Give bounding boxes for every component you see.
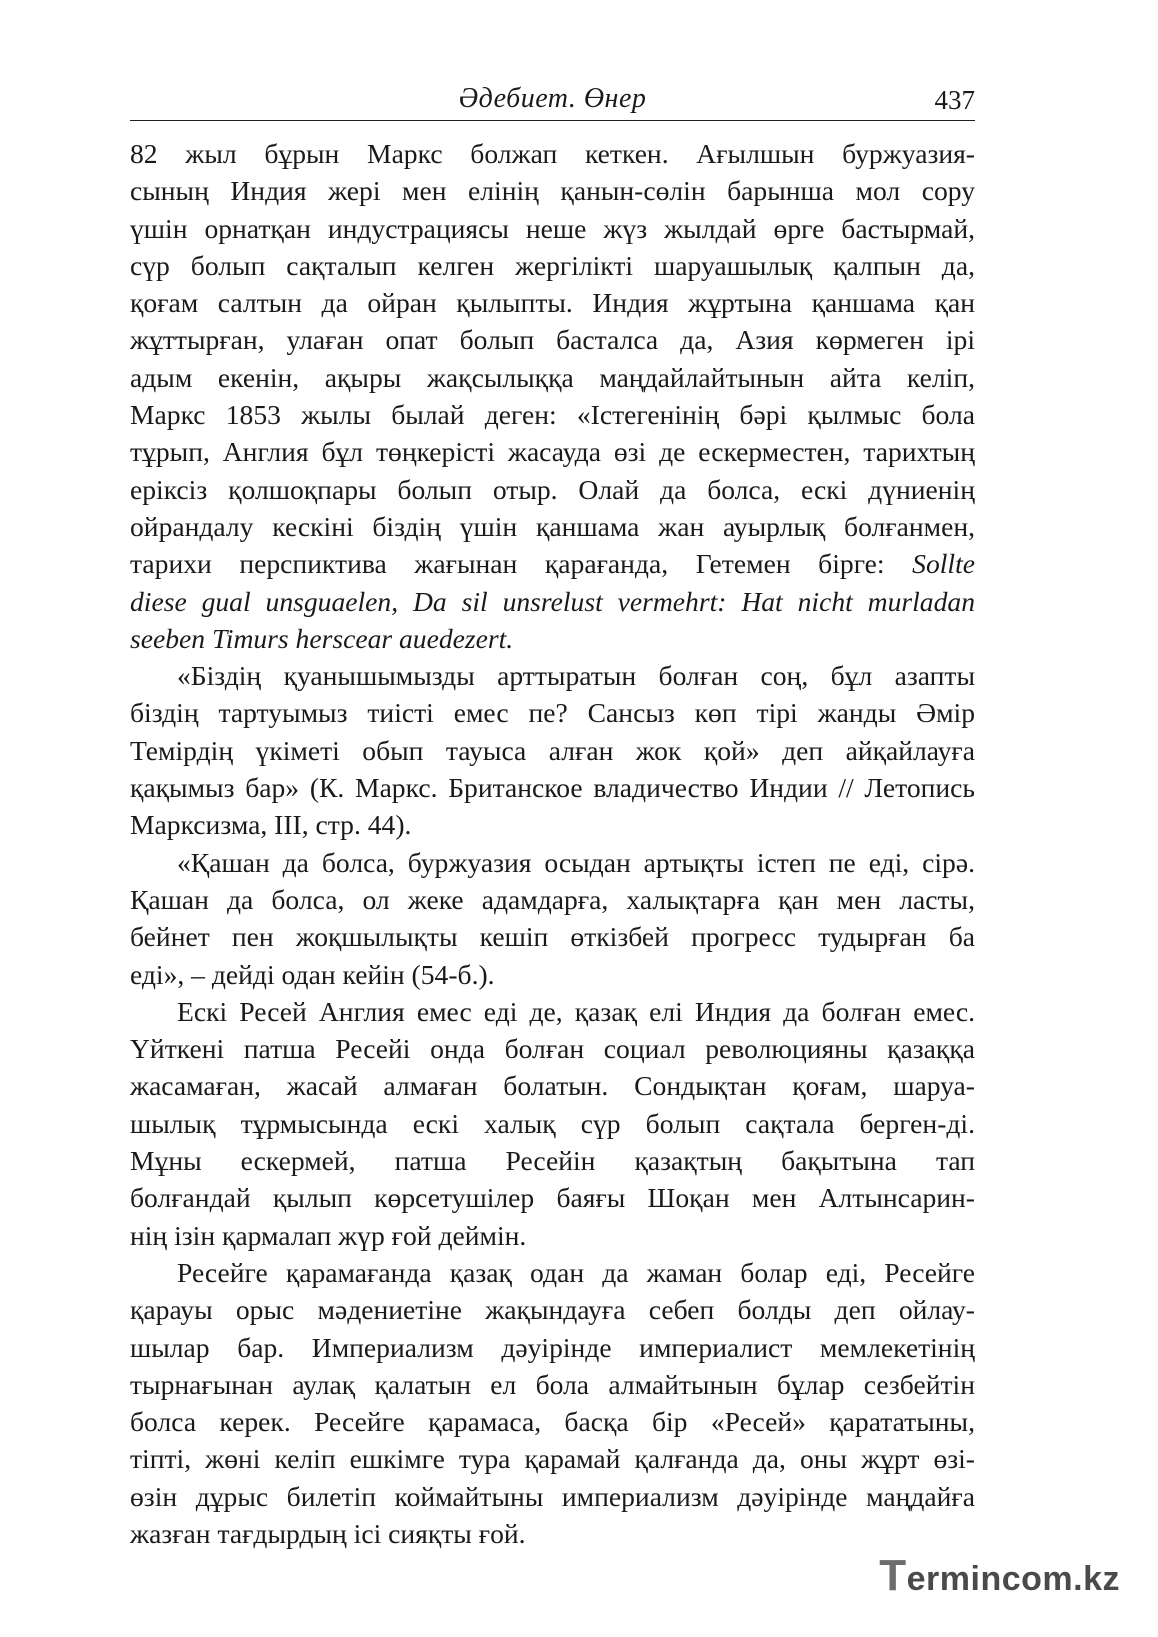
text-line bbox=[130, 769, 975, 806]
line-text: болғандай қылып көрсетушілер баяғы Шоқан мен Алтынсарин- bbox=[130, 1182, 975, 1214]
text-line bbox=[130, 545, 975, 582]
line-text: тұрып, Англия бұл төңкерісті жасауда өзі де ескерместен, тарихтың bbox=[130, 436, 975, 468]
line-text: жазған тағдырдың ісі сияқты ғой. bbox=[130, 1517, 526, 1549]
text-line bbox=[130, 1067, 975, 1104]
line-text: Қашан да болса, ол жеке адамдарға, халықтарға қан мен ласты, bbox=[130, 883, 975, 915]
text-line bbox=[130, 172, 975, 209]
text-line bbox=[130, 1403, 975, 1440]
text-line bbox=[130, 321, 975, 358]
text-line bbox=[130, 1142, 975, 1179]
line-text: жасамаған, жасай алмаған болатын. Сондықтан қоғам, шаруа- bbox=[130, 1070, 975, 1102]
text-line bbox=[130, 1179, 975, 1216]
text-line bbox=[130, 881, 975, 918]
body-text bbox=[130, 135, 975, 1552]
line-text: қарауы орыс мәдениетіне жақындауға себеп болды деп ойлау- bbox=[130, 1294, 975, 1326]
line-italic-text: seeben Timurs herscear auedezert. bbox=[130, 622, 514, 654]
text-line bbox=[130, 918, 975, 955]
line-text: Үйткені патша Ресейі онда болған социал революцияны қазаққа bbox=[130, 1033, 975, 1065]
page-number: 437 bbox=[934, 85, 975, 115]
line-text: Ресейге қарамағанда қазақ одан да жаман болар еді, Ресейге bbox=[177, 1256, 975, 1288]
line-text: Ескі Ресей Англия емес еді де, қазақ елі Индия да болған емес. bbox=[177, 995, 975, 1027]
text-line bbox=[130, 732, 975, 769]
watermark-initial: T bbox=[879, 1551, 907, 1600]
text-line bbox=[130, 1366, 975, 1403]
line-text: еріксіз қолшоқпары болып отыр. Олай да болса, ескі дүниенің bbox=[130, 473, 975, 505]
line-text: еді», – дейді одан кейін (54-б.). bbox=[130, 958, 495, 990]
text-line bbox=[130, 1254, 975, 1291]
text-line bbox=[130, 657, 975, 694]
text-line bbox=[130, 993, 975, 1030]
line-text: болса керек. Ресейге қарамаса, басқа бір «Ресей» қарататыны, bbox=[130, 1406, 975, 1438]
text-line bbox=[130, 1030, 975, 1067]
line-text: Маркс 1853 жылы былай деген: «Істегенінің бәрі қылмыс бола bbox=[130, 399, 975, 431]
line-text: «Біздің қуанышымызды арттыратын болған соң, бұл азапты bbox=[177, 660, 975, 692]
text-line bbox=[130, 1291, 975, 1328]
text-line bbox=[130, 620, 975, 657]
book-page bbox=[130, 80, 975, 1552]
text-line bbox=[130, 694, 975, 731]
text-line bbox=[130, 433, 975, 470]
text-line bbox=[130, 956, 975, 993]
line-text: ойрандалу кескіні біздің үшін қаншама жан ауырлық болғанмен, bbox=[130, 510, 975, 542]
text-line bbox=[130, 135, 975, 172]
watermark-logo bbox=[879, 1551, 1120, 1601]
line-italic-text: Sollte bbox=[912, 548, 975, 580]
text-line bbox=[130, 210, 975, 247]
line-text: Темірдің үкіметі обып тауыса алған жок қой» деп айқайлауға bbox=[130, 734, 975, 766]
text-line bbox=[130, 1105, 975, 1142]
line-text: тарихи перспиктива жағынан қарағанда, Гетемен бірге: bbox=[130, 548, 913, 580]
text-line bbox=[130, 359, 975, 396]
line-text: сының Индия жері мен елінің қанын-сөлін барынша мол сору bbox=[130, 175, 975, 207]
watermark-rest: ermincom.kz bbox=[906, 1560, 1120, 1598]
line-text: сүр болып сақталып келген жергілікті шаруашылық қалпын да, bbox=[130, 249, 975, 281]
text-line bbox=[130, 1478, 975, 1515]
line-text: өзін дұрыс билетіп коймайтыны империализм дәуірінде маңдайға bbox=[130, 1480, 975, 1512]
line-text: бейнет пен жоқшылықты кешіп өткізбей прогресс тудырған ба bbox=[130, 921, 975, 953]
text-line bbox=[130, 583, 975, 620]
line-text: тіпті, жөні келіп ешкімге тура қарамай қалғанда да, оны жұрт өзі- bbox=[130, 1443, 975, 1475]
line-text: 82 жыл бұрын Маркс болжап кеткен. Ағылшын буржуазия- bbox=[130, 138, 975, 169]
running-head bbox=[130, 80, 975, 121]
line-italic-text: diese gual unsguaelen, Da sil unsrelust vermehrt: Hat nicht murladan bbox=[130, 585, 975, 617]
line-text: адым екенін, ақыры жақсылыққа маңдайлайтынын айта келіп, bbox=[130, 361, 975, 393]
line-text: тырнағынан аулақ қалатын ел бола алмайтынын бұлар сезбейтін bbox=[130, 1368, 975, 1400]
line-text: біздің тартуымыз тиісті емес пе? Сансыз көп тірі жанды Әмір bbox=[130, 697, 975, 729]
text-line bbox=[130, 1329, 975, 1366]
text-line bbox=[130, 508, 975, 545]
text-line bbox=[130, 844, 975, 881]
line-text: жұттырған, улаған опат болып басталса да, Азия көрмеген ірі bbox=[130, 324, 975, 356]
text-line bbox=[130, 1515, 975, 1552]
text-line bbox=[130, 284, 975, 321]
line-text: Марксизма, III, стр. 44). bbox=[130, 809, 412, 841]
text-line bbox=[130, 471, 975, 508]
text-line bbox=[130, 247, 975, 284]
line-text: нің ізін қармалап жүр ғой деймін. bbox=[130, 1219, 527, 1251]
line-text: үшін орнатқан индустрациясы неше жүз жылдай өрге бастырмай, bbox=[130, 212, 975, 244]
text-line bbox=[130, 396, 975, 433]
line-text: шылар бар. Империализм дәуірінде империалист мемлекетінің bbox=[130, 1331, 975, 1363]
text-line bbox=[130, 806, 975, 843]
text-line bbox=[130, 1217, 975, 1254]
line-text: қоғам салтын да ойран қылыпты. Индия жұртына қаншама қан bbox=[130, 287, 975, 319]
line-text: қақымыз бар» (К. Маркс. Британское владичество Индии // Летопись bbox=[130, 772, 975, 804]
line-text: Мұны ескермей, патша Ресейін қазақтың бақытына тап bbox=[130, 1145, 975, 1177]
line-text: шылық тұрмысында ескі халық сүр болып сақтала берген-ді. bbox=[130, 1107, 975, 1139]
text-line bbox=[130, 1440, 975, 1477]
running-title: Әдебиет. Өнер bbox=[458, 83, 647, 114]
line-text: «Қашан да болса, буржуазия осыдан артықты істеп пе еді, сірә. bbox=[177, 846, 975, 878]
